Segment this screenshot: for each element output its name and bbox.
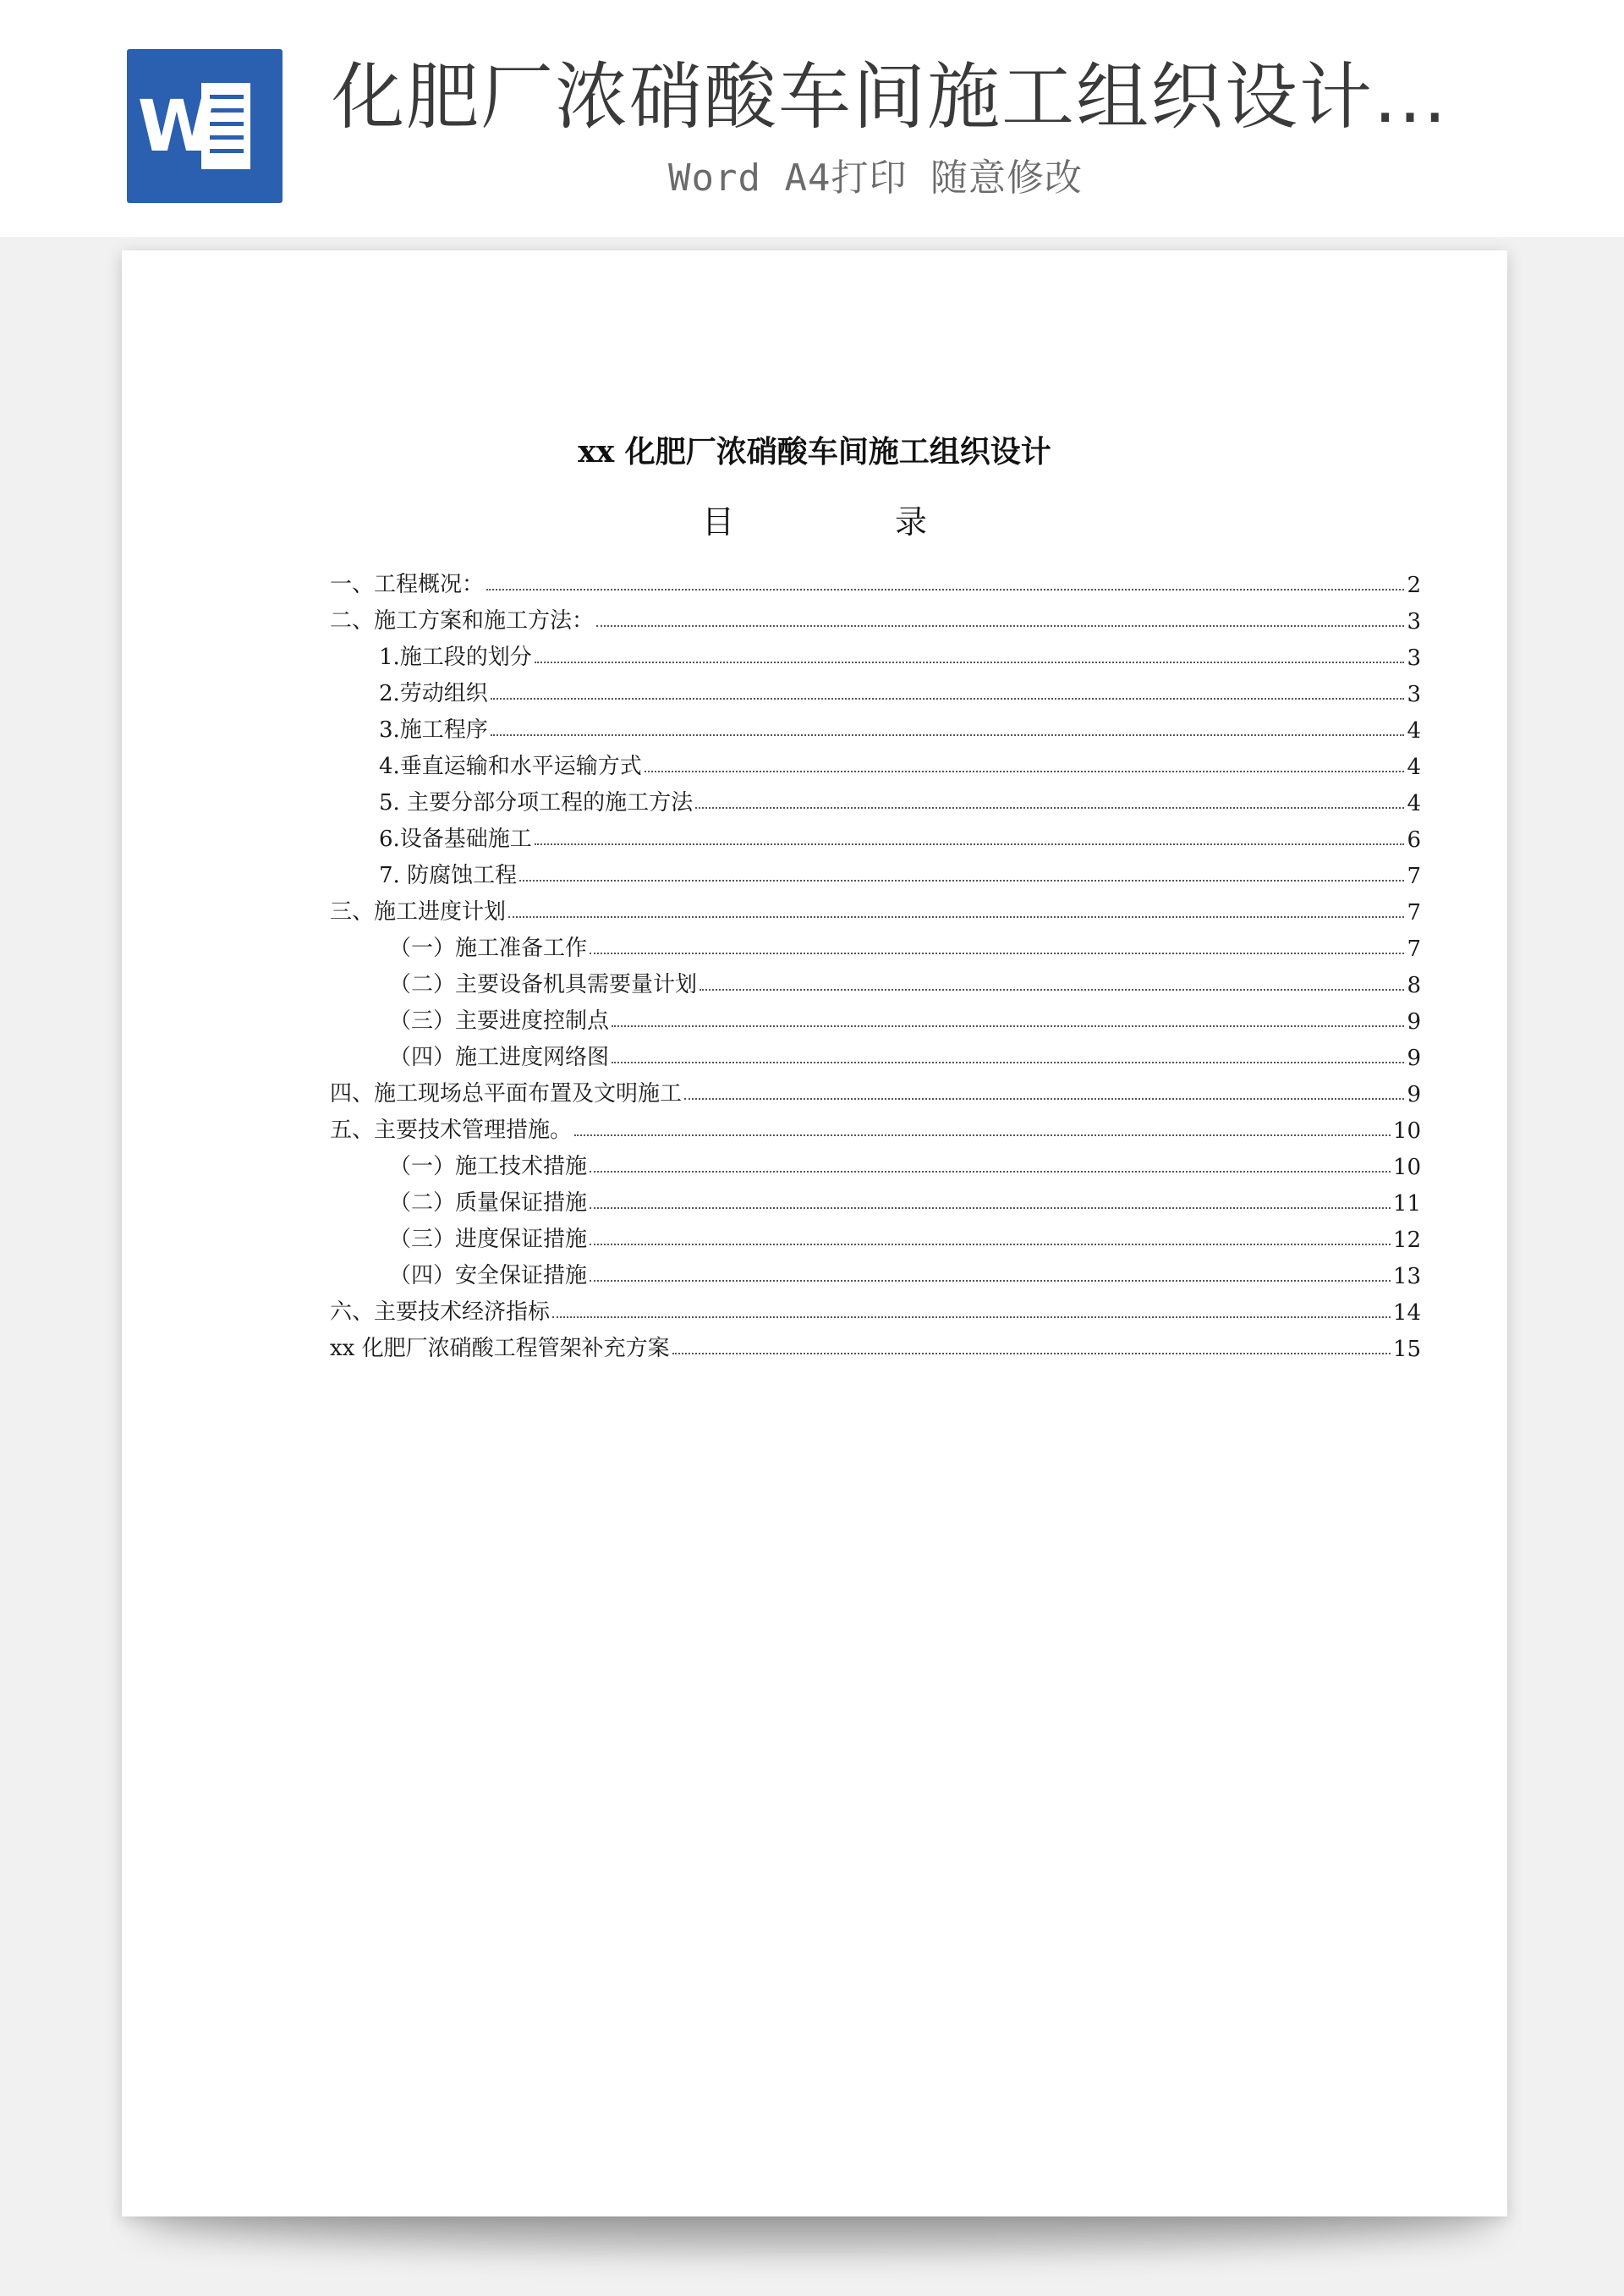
toc-entry[interactable] [330, 671, 1421, 707]
toc-entry-label: （二）主要设备机具需要量计划 [389, 972, 698, 997]
header-banner [0, 0, 1624, 237]
toc-leader [508, 916, 1404, 918]
toc-entry-label: （二）质量保证措施 [389, 1190, 588, 1216]
toc-entry[interactable] [330, 926, 1421, 962]
toc-leader [684, 1098, 1404, 1100]
toc-leader [590, 1207, 1391, 1209]
toc-entry[interactable] [330, 853, 1421, 889]
toc-entry[interactable] [330, 1326, 1421, 1362]
toc-leader [590, 1171, 1391, 1173]
header-subtitle: Word A4打印 随意修改 [668, 157, 1083, 200]
toc-entry[interactable] [330, 1107, 1421, 1144]
toc-entry[interactable] [330, 634, 1421, 671]
toc-entry-label: 5. 主要分部分项工程的施工方法 [379, 790, 694, 816]
toc-entry-label: 3.施工程序 [379, 717, 488, 743]
toc-entry-page: 15 [1392, 1337, 1421, 1362]
toc-leader [590, 1244, 1391, 1245]
toc-entry-page: 10 [1392, 1118, 1421, 1144]
toc-entry-label: 五、主要技术管理措施。 [330, 1118, 573, 1143]
toc-entry-label: 六、主要技术经济指标 [330, 1299, 551, 1325]
toc-entry-label: （四）施工进度网络图 [389, 1045, 610, 1070]
toc-entry[interactable] [330, 1071, 1421, 1107]
toc-leader [612, 1062, 1404, 1063]
toc-leader [491, 734, 1405, 736]
toc-leader [596, 625, 1404, 627]
toc-entry-page: 4 [1407, 718, 1421, 744]
toc-entry-label: 二、施工方案和施工方法： [330, 608, 595, 634]
toc-leader [552, 1316, 1391, 1318]
toc-leader [519, 880, 1404, 882]
toc-entry-page: 8 [1407, 973, 1421, 998]
toc-entry-page: 7 [1407, 900, 1421, 926]
toc-entry-page: 13 [1392, 1264, 1421, 1289]
toc-entry-label: （一）施工准备工作 [389, 936, 588, 961]
toc-entry-label: 三、施工进度计划 [330, 899, 507, 925]
header-title: 化肥厂浓硝酸车间施工组织设计... [332, 55, 1449, 140]
toc-entry[interactable] [330, 816, 1421, 853]
toc-leader [574, 1134, 1391, 1136]
toc-entry[interactable] [330, 1035, 1421, 1071]
toc-entry-page: 10 [1392, 1155, 1421, 1180]
toc-entry[interactable] [330, 598, 1421, 634]
toc-leader [590, 953, 1404, 954]
toc-leader [590, 1280, 1391, 1282]
toc-entry-page: 11 [1392, 1191, 1421, 1217]
logo-letter: W [137, 85, 217, 168]
toc-entry-page: 3 [1407, 645, 1421, 671]
toc-entry-page: 6 [1407, 827, 1421, 853]
toc-leader [672, 1353, 1391, 1354]
toc-entry-page: 4 [1407, 791, 1421, 816]
toc-entry-page: 2 [1407, 573, 1421, 598]
toc-entry-page: 9 [1407, 1009, 1421, 1035]
toc-entry[interactable] [330, 562, 1421, 598]
toc-entry-label: 一、工程概况： [330, 572, 485, 597]
toc-leader [535, 843, 1405, 845]
document-title: xx 化肥厂浓硝酸车间施工组织设计 [578, 434, 1051, 470]
document-page [122, 250, 1507, 2216]
toc-entry-label: （一）施工技术措施 [389, 1154, 588, 1179]
toc-entry[interactable] [330, 1180, 1421, 1217]
toc-entry-label: xx 化肥厂浓硝酸工程管架补充方案 [330, 1336, 670, 1361]
toc-leader [612, 1025, 1404, 1027]
toc-entry-page: 4 [1407, 755, 1421, 780]
toc-entry-page: 3 [1407, 682, 1421, 707]
toc-entry-page: 7 [1407, 864, 1421, 889]
toc-entry-page: 14 [1392, 1300, 1421, 1326]
toc-entry[interactable] [330, 962, 1421, 998]
toc-entry-page: 12 [1392, 1228, 1421, 1253]
toc-entry[interactable] [330, 998, 1421, 1035]
toc-entry-label: （三）主要进度控制点 [389, 1008, 610, 1034]
toc-entry-label: 6.设备基础施工 [379, 827, 532, 852]
toc-heading-right: 录 [895, 503, 928, 541]
toc-entry[interactable] [330, 1217, 1421, 1253]
toc-entry[interactable] [330, 780, 1421, 816]
table-of-contents [330, 562, 1421, 1362]
toc-entry[interactable] [330, 889, 1421, 926]
toc-entry[interactable] [330, 707, 1421, 744]
toc-leader [695, 807, 1404, 809]
toc-entry-label: 4.垂直运输和水平运输方式 [379, 754, 642, 779]
toc-entry-page: 7 [1407, 937, 1421, 962]
toc-entry-label: 1.施工段的划分 [379, 645, 532, 670]
toc-leader [645, 771, 1405, 772]
toc-entry-label: 四、施工现场总平面布置及文明施工 [330, 1081, 683, 1107]
toc-heading-left: 目 [702, 503, 735, 541]
toc-entry[interactable] [330, 1144, 1421, 1180]
toc-leader [535, 662, 1405, 663]
toc-entry-label: （三）进度保证措施 [389, 1227, 588, 1252]
toc-leader [491, 698, 1405, 700]
toc-entry[interactable] [330, 1253, 1421, 1289]
toc-entry-page: 3 [1407, 609, 1421, 634]
toc-entry-label: 7. 防腐蚀工程 [379, 863, 518, 888]
toc-entry-label: （四）安全保证措施 [389, 1263, 588, 1288]
toc-entry[interactable] [330, 1289, 1421, 1326]
toc-entry-label: 2.劳动组织 [379, 681, 488, 706]
toc-entry[interactable] [330, 744, 1421, 780]
toc-leader [486, 589, 1404, 590]
toc-leader [700, 989, 1404, 991]
toc-entry-page: 9 [1407, 1046, 1421, 1071]
toc-entry-page: 9 [1407, 1082, 1421, 1107]
